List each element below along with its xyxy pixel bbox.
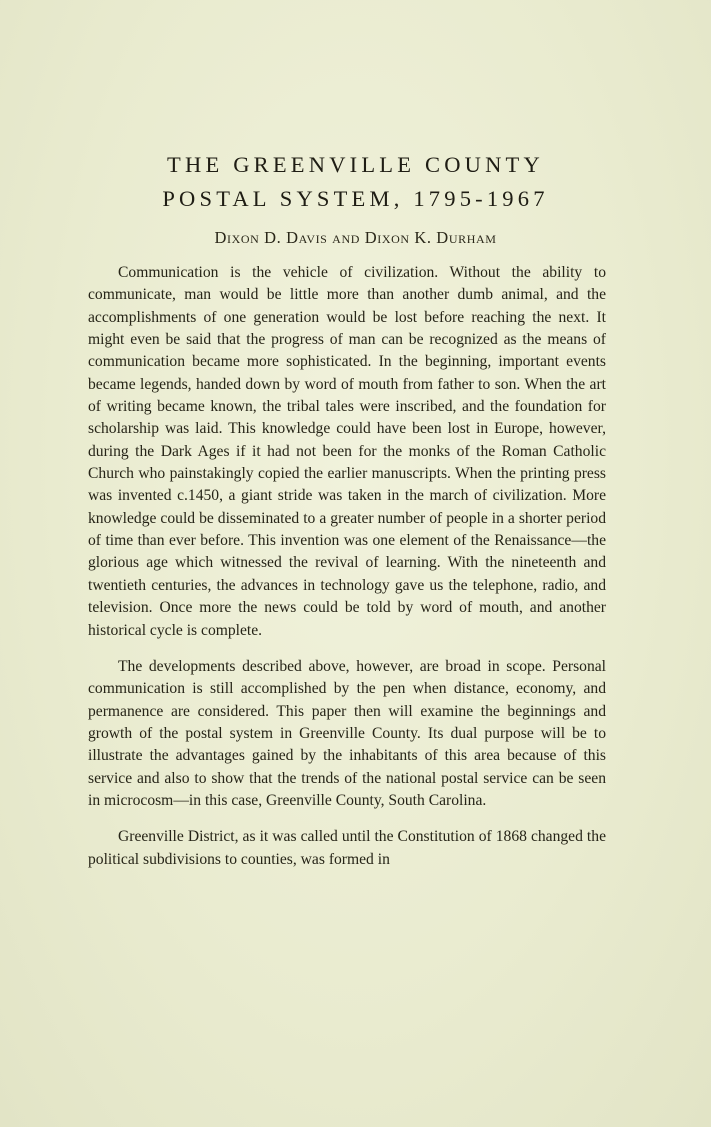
article-title-line-2: POSTAL SYSTEM, 1795-1967 [162,186,549,211]
article-title-line-1: THE GREENVILLE COUNTY [167,152,544,177]
title-block [0,148,711,248]
paragraph-2: The developments described above, however, are broad in scope. Personal communication is still accomplished by the pen when distance, economy, and permanence are considered. This paper then will examine the beginnings and growth of the postal system in Greenville County. Its dual purpose will be to illustrate the advantages gained by the inhabitants of this area because of this service and also to show that the trends of the national postal service can be seen in microcosm—in this case, Greenville County, South Carolina. [88,657,606,809]
article-body [88,262,606,871]
author-byline: Dixon D. Davis and Dixon K. Durham [214,228,497,247]
paragraph-1: Communication is the vehicle of civilization. Without the ability to communicate, man would be little more than another dumb animal, and the accomplishments of one generation would be lost before reaching the next. It might even be said that the progress of man can be recognized as the means of communication became more sophisticated. In the beginning, important events became legends, handed down by word of mouth from father to son. When the art of writing became known, the tribal tales were inscribed, and the foundation for scholarship was laid. This knowledge could have been lost in Europe, however, during the Dark Ages if it had not been for the monks of the Roman Catholic Church who painstakingly copied the earlier manuscripts. When the printing press was invented c.1450, a giant stride was taken in the march of civilization. More knowledge could be disseminated to a greater number of people in a shorter period of time than ever before. This invention was one element of the Renaissance—the glorious age which witnessed the revival of learning. With the nineteenth and twentieth centuries, the advances in technology gave us the telephone, radio, and television. Once more the news could be told by word of mouth, and another historical cycle is complete. [88,264,606,639]
paragraph-3: Greenville District, as it was called until the Constitution of 1868 changed the political subdivisions to counties, was formed in [88,828,606,868]
